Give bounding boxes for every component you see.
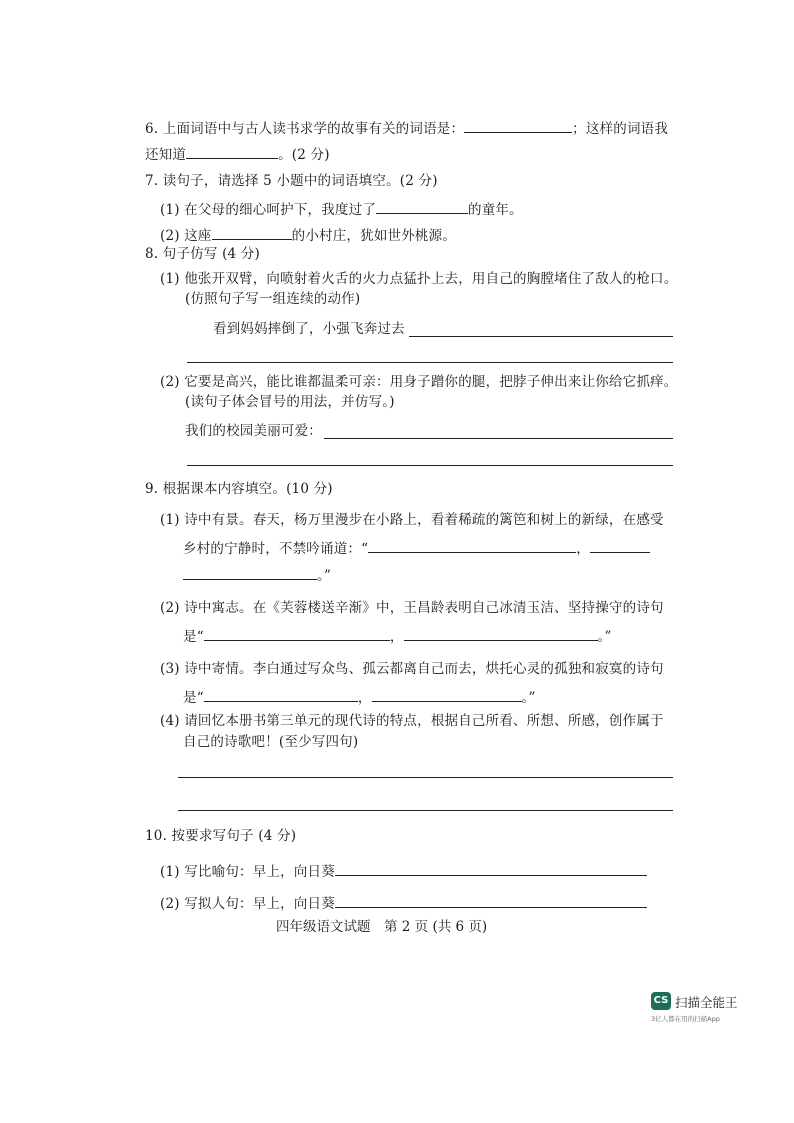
q9-s4-answer-line-1[interactable] (178, 777, 673, 778)
q9-s1-line2: 乡村的宁静时，不禁吟诵道：“ ， (183, 539, 650, 558)
camscanner-logo-icon: CS (651, 992, 671, 1010)
q7-blank-1[interactable] (376, 200, 468, 214)
q9-s1-blank-2b[interactable] (183, 566, 317, 580)
q9-s2-blank-1[interactable] (204, 627, 390, 641)
q9-s1-blank-2a[interactable] (590, 539, 650, 553)
q10-sentence-2: (2) 写拟人句：早上，向日葵 (160, 894, 647, 913)
q9-s4-answer-line-2[interactable] (178, 810, 673, 811)
q7-sentence-1: (1) 在父母的细心呵护下，我度过了 的童年。 (160, 202, 523, 218)
q8-s1-line2: (仿照句子写一组连续的动作) (185, 291, 361, 307)
q6-blank-1[interactable] (464, 119, 572, 133)
q9-s2-line1: (2) 诗中寓志。在《芙蓉楼送辛渐》中，王昌龄表明自己冰清玉洁、坚持操守的诗句 (160, 600, 664, 616)
q9-s2-line2: 是“ ， 。” (183, 629, 612, 645)
watermark-slogan: 3亿人都在用的扫描App (651, 1015, 720, 1023)
q9-s3-line1: (3) 诗中寄情。李白通过写众鸟、孤云都离自己而去，烘托心灵的孤独和寂寞的诗句 (160, 661, 664, 677)
q10-blank-1[interactable] (335, 862, 647, 876)
q8-s1-answer-line-2[interactable] (187, 362, 673, 363)
q9-s1-blank-1[interactable] (368, 539, 576, 553)
q8-s1-answer-line-1[interactable] (409, 336, 673, 337)
q8-s2-prompt: 我们的校园美丽可爱： (185, 423, 322, 439)
q10-title: 10. 按要求写句子 (4 分) (145, 828, 297, 844)
q9-s1-line3: 。” (183, 566, 331, 585)
q8-s2-answer-line-1[interactable] (324, 438, 673, 439)
q8-s1-line1: (1) 他张开双臂，向喷射着火舌的火力点猛扑上去，用自己的胸膛堵住了敌人的枪口。 (160, 271, 678, 287)
q9-s3-line2: 是“ ， 。” (183, 690, 536, 706)
q8-s2-line1: (2) 它要是高兴，能比谁都温柔可亲：用身子蹭你的腿，把脖子伸出来让你给它抓痒。 (160, 374, 678, 390)
q9-title: 9. 根据课本内容填空。(10 分) (145, 481, 333, 497)
q9-s4-line1: (4) 请回忆本册书第三单元的现代诗的特点，根据自己所看、所想、所感，创作属于 (160, 713, 664, 729)
q9-s1-line1: (1) 诗中有景。春天，杨万里漫步在小路上，看着稀疏的篱笆和树上的新绿，在感受 (160, 512, 664, 528)
q7-title: 7. 读句子，请选择 5 小题中的词语填空。(2 分) (145, 173, 438, 189)
q9-s3-blank-2[interactable] (372, 688, 522, 702)
q7-blank-2[interactable] (212, 226, 292, 240)
q8-s2-line2: (读句子体会冒号的用法，并仿写。) (185, 394, 395, 410)
q7-sentence-2: (2) 这座 的小村庄，犹如世外桃源。 (160, 228, 457, 244)
q10-blank-2[interactable] (335, 894, 647, 908)
q8-s1-prompt: 看到妈妈摔倒了，小强飞奔过去 (213, 321, 405, 337)
q9-s4-line2: 自己的诗歌吧！(至少写四句) (183, 734, 359, 750)
q8-title: 8. 句子仿写 (4 分) (145, 246, 260, 262)
q9-s3-blank-1[interactable] (204, 688, 358, 702)
q6-line2: 还知道 。(2 分) (145, 147, 330, 163)
q10-sentence-1: (1) 写比喻句：早上，向日葵 (160, 862, 647, 881)
watermark-app-name: 扫描全能王 (675, 995, 738, 1010)
page-footer: 四年级语文试题 第 2 页 (共 6 页) (276, 919, 488, 935)
q8-s2-answer-line-2[interactable] (187, 465, 673, 466)
q6-line1: 6. 上面词语中与古人读书求学的故事有关的词语是： ；这样的词语我 (145, 121, 669, 137)
q9-s2-blank-2[interactable] (404, 627, 598, 641)
q6-blank-2[interactable] (186, 145, 278, 159)
